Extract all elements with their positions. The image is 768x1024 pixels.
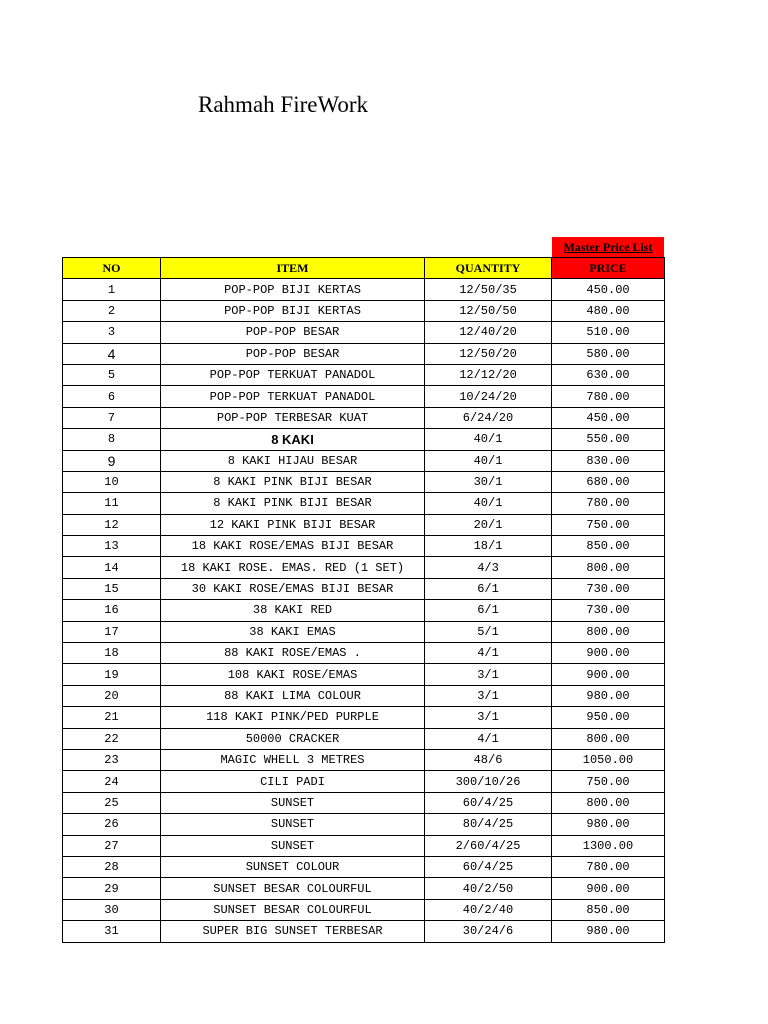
cell-quantity: 18/1 bbox=[425, 536, 552, 557]
cell-item: 50000 CRACKER bbox=[161, 728, 425, 749]
cell-price: 800.00 bbox=[552, 557, 665, 578]
cell-no: 29 bbox=[63, 878, 161, 899]
cell-price: 980.00 bbox=[552, 921, 665, 942]
cell-price: 1050.00 bbox=[552, 749, 665, 770]
cell-price: 750.00 bbox=[552, 514, 665, 535]
cell-no: 12 bbox=[63, 514, 161, 535]
cell-price: 510.00 bbox=[552, 322, 665, 343]
cell-quantity: 4/3 bbox=[425, 557, 552, 578]
table-row bbox=[63, 643, 665, 664]
cell-price: 750.00 bbox=[552, 771, 665, 792]
cell-quantity: 12/50/35 bbox=[425, 279, 552, 300]
cell-no: 24 bbox=[63, 771, 161, 792]
cell-no: 23 bbox=[63, 749, 161, 770]
table-row bbox=[63, 685, 665, 706]
cell-item: POP-POP BESAR bbox=[161, 322, 425, 343]
cell-item: 8 KAKI bbox=[161, 429, 425, 450]
cell-no: 3 bbox=[63, 322, 161, 343]
table-row bbox=[63, 749, 665, 770]
cell-item: 88 KAKI ROSE/EMAS . bbox=[161, 643, 425, 664]
cell-item: 8 KAKI PINK BIJI BESAR bbox=[161, 493, 425, 514]
cell-quantity: 12/50/50 bbox=[425, 300, 552, 321]
cell-price: 830.00 bbox=[552, 450, 665, 471]
cell-quantity: 5/1 bbox=[425, 621, 552, 642]
cell-quantity: 6/24/20 bbox=[425, 407, 552, 428]
cell-no: 13 bbox=[63, 536, 161, 557]
cell-no: 26 bbox=[63, 814, 161, 835]
cell-quantity: 2/60/4/25 bbox=[425, 835, 552, 856]
cell-item: SUNSET COLOUR bbox=[161, 856, 425, 877]
cell-quantity: 40/2/50 bbox=[425, 878, 552, 899]
header-quantity: QUANTITY bbox=[425, 258, 552, 279]
table-row bbox=[63, 771, 665, 792]
cell-quantity: 60/4/25 bbox=[425, 856, 552, 877]
cell-quantity: 3/1 bbox=[425, 685, 552, 706]
cell-no: 11 bbox=[63, 493, 161, 514]
cell-price: 680.00 bbox=[552, 471, 665, 492]
cell-price: 900.00 bbox=[552, 664, 665, 685]
cell-no: 21 bbox=[63, 707, 161, 728]
table-row bbox=[63, 792, 665, 813]
cell-price: 550.00 bbox=[552, 429, 665, 450]
cell-quantity: 4/1 bbox=[425, 728, 552, 749]
table-row bbox=[63, 450, 665, 471]
table-row bbox=[63, 322, 665, 343]
cell-no: 30 bbox=[63, 899, 161, 920]
cell-quantity: 40/2/40 bbox=[425, 899, 552, 920]
table-row bbox=[63, 557, 665, 578]
cell-item: 8 KAKI HIJAU BESAR bbox=[161, 450, 425, 471]
cell-item: SUNSET bbox=[161, 792, 425, 813]
cell-item: POP-POP TERKUAT PANADOL bbox=[161, 364, 425, 385]
table-row bbox=[63, 921, 665, 942]
cell-item: SUNSET BESAR COLOURFUL bbox=[161, 899, 425, 920]
cell-quantity: 4/1 bbox=[425, 643, 552, 664]
cell-item: 8 KAKI PINK BIJI BESAR bbox=[161, 471, 425, 492]
table-row bbox=[63, 600, 665, 621]
cell-item: POP-POP TERBESAR KUAT bbox=[161, 407, 425, 428]
cell-no: 6 bbox=[63, 386, 161, 407]
cell-item: POP-POP BIJI KERTAS bbox=[161, 279, 425, 300]
cell-item: SUPER BIG SUNSET TERBESAR bbox=[161, 921, 425, 942]
cell-no: 5 bbox=[63, 364, 161, 385]
cell-price: 450.00 bbox=[552, 279, 665, 300]
cell-quantity: 3/1 bbox=[425, 664, 552, 685]
cell-item: MAGIC WHELL 3 METRES bbox=[161, 749, 425, 770]
cell-quantity: 48/6 bbox=[425, 749, 552, 770]
cell-item: POP-POP BIJI KERTAS bbox=[161, 300, 425, 321]
table-row bbox=[63, 407, 665, 428]
cell-no: 18 bbox=[63, 643, 161, 664]
table-row bbox=[63, 386, 665, 407]
cell-item: 38 KAKI RED bbox=[161, 600, 425, 621]
cell-price: 800.00 bbox=[552, 792, 665, 813]
cell-no: 2 bbox=[63, 300, 161, 321]
table-row bbox=[63, 899, 665, 920]
table-row bbox=[63, 279, 665, 300]
cell-quantity: 6/1 bbox=[425, 578, 552, 599]
cell-price: 850.00 bbox=[552, 899, 665, 920]
cell-quantity: 60/4/25 bbox=[425, 792, 552, 813]
table-row bbox=[63, 429, 665, 450]
table-row bbox=[63, 664, 665, 685]
cell-price: 730.00 bbox=[552, 578, 665, 599]
cell-price: 480.00 bbox=[552, 300, 665, 321]
cell-price: 780.00 bbox=[552, 493, 665, 514]
cell-price: 580.00 bbox=[552, 343, 665, 364]
cell-no: 10 bbox=[63, 471, 161, 492]
cell-no: 27 bbox=[63, 835, 161, 856]
document-title: Rahmah FireWork bbox=[198, 92, 368, 117]
cell-item: POP-POP BESAR bbox=[161, 343, 425, 364]
cell-quantity: 10/24/20 bbox=[425, 386, 552, 407]
cell-quantity: 12/50/20 bbox=[425, 343, 552, 364]
cell-no: 14 bbox=[63, 557, 161, 578]
cell-quantity: 40/1 bbox=[425, 493, 552, 514]
table-row bbox=[63, 300, 665, 321]
cell-no: 4 bbox=[63, 343, 161, 364]
table-row bbox=[63, 514, 665, 535]
table-header-row bbox=[63, 258, 665, 279]
cell-item: 118 KAKI PINK/PED PURPLE bbox=[161, 707, 425, 728]
cell-price: 900.00 bbox=[552, 643, 665, 664]
table-row bbox=[63, 536, 665, 557]
cell-price: 800.00 bbox=[552, 621, 665, 642]
master-price-list-label: Master Price List bbox=[552, 237, 664, 257]
cell-no: 25 bbox=[63, 792, 161, 813]
cell-item: 12 KAKI PINK BIJI BESAR bbox=[161, 514, 425, 535]
cell-no: 15 bbox=[63, 578, 161, 599]
cell-price: 630.00 bbox=[552, 364, 665, 385]
header-price: PRICE bbox=[552, 258, 665, 279]
cell-price: 850.00 bbox=[552, 536, 665, 557]
table-row bbox=[63, 835, 665, 856]
table-row bbox=[63, 578, 665, 599]
header-no: NO bbox=[63, 258, 161, 279]
table-body bbox=[63, 279, 665, 942]
cell-no: 17 bbox=[63, 621, 161, 642]
cell-quantity: 40/1 bbox=[425, 429, 552, 450]
table-row bbox=[63, 707, 665, 728]
cell-item: SUNSET BESAR COLOURFUL bbox=[161, 878, 425, 899]
cell-price: 950.00 bbox=[552, 707, 665, 728]
cell-no: 20 bbox=[63, 685, 161, 706]
cell-quantity: 20/1 bbox=[425, 514, 552, 535]
table-row bbox=[63, 856, 665, 877]
table-row bbox=[63, 814, 665, 835]
price-table bbox=[62, 257, 665, 943]
cell-price: 780.00 bbox=[552, 856, 665, 877]
cell-item: 38 KAKI EMAS bbox=[161, 621, 425, 642]
table-row bbox=[63, 364, 665, 385]
cell-price: 1300.00 bbox=[552, 835, 665, 856]
cell-no: 28 bbox=[63, 856, 161, 877]
cell-price: 900.00 bbox=[552, 878, 665, 899]
cell-quantity: 12/40/20 bbox=[425, 322, 552, 343]
cell-quantity: 30/24/6 bbox=[425, 921, 552, 942]
cell-item: 30 KAKI ROSE/EMAS BIJI BESAR bbox=[161, 578, 425, 599]
cell-price: 980.00 bbox=[552, 814, 665, 835]
cell-quantity: 3/1 bbox=[425, 707, 552, 728]
cell-item: 108 KAKI ROSE/EMAS bbox=[161, 664, 425, 685]
table-row bbox=[63, 878, 665, 899]
table-row bbox=[63, 728, 665, 749]
cell-quantity: 12/12/20 bbox=[425, 364, 552, 385]
cell-item: POP-POP TERKUAT PANADOL bbox=[161, 386, 425, 407]
cell-no: 19 bbox=[63, 664, 161, 685]
cell-price: 730.00 bbox=[552, 600, 665, 621]
cell-quantity: 6/1 bbox=[425, 600, 552, 621]
cell-item: SUNSET bbox=[161, 835, 425, 856]
cell-no: 22 bbox=[63, 728, 161, 749]
table-row bbox=[63, 493, 665, 514]
cell-quantity: 80/4/25 bbox=[425, 814, 552, 835]
cell-no: 9 bbox=[63, 450, 161, 471]
table-row bbox=[63, 343, 665, 364]
cell-price: 980.00 bbox=[552, 685, 665, 706]
cell-price: 800.00 bbox=[552, 728, 665, 749]
cell-item: 88 KAKI LIMA COLOUR bbox=[161, 685, 425, 706]
cell-no: 16 bbox=[63, 600, 161, 621]
table-row bbox=[63, 471, 665, 492]
cell-item: 18 KAKI ROSE. EMAS. RED (1 SET) bbox=[161, 557, 425, 578]
cell-no: 7 bbox=[63, 407, 161, 428]
header-item: ITEM bbox=[161, 258, 425, 279]
cell-no: 31 bbox=[63, 921, 161, 942]
cell-no: 1 bbox=[63, 279, 161, 300]
cell-no: 8 bbox=[63, 429, 161, 450]
cell-item: SUNSET bbox=[161, 814, 425, 835]
cell-item: CILI PADI bbox=[161, 771, 425, 792]
cell-price: 780.00 bbox=[552, 386, 665, 407]
cell-quantity: 30/1 bbox=[425, 471, 552, 492]
cell-quantity: 40/1 bbox=[425, 450, 552, 471]
cell-item: 18 KAKI ROSE/EMAS BIJI BESAR bbox=[161, 536, 425, 557]
cell-price: 450.00 bbox=[552, 407, 665, 428]
table-row bbox=[63, 621, 665, 642]
cell-quantity: 300/10/26 bbox=[425, 771, 552, 792]
